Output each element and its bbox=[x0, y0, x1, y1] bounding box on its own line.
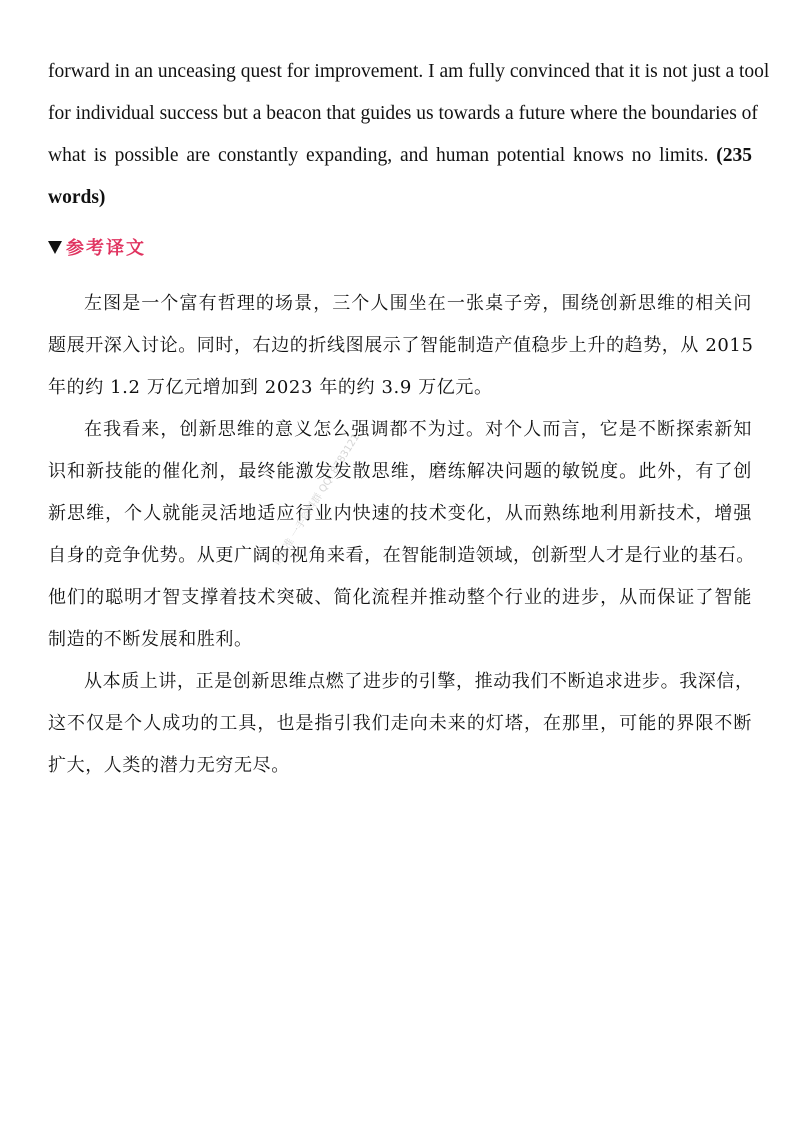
p2-line-6: 制造的不断发展和胜利。 bbox=[48, 629, 253, 650]
p2-line-4: 自身的竞争优势。从更广阔的视角来看，在智能制造领域，创新型人才是行业的基石。 bbox=[48, 545, 755, 566]
p2-line-2: 识和新技能的催化剂，最终能激发发散思维，磨练解决问题的敏锐度。此外，有了创 bbox=[48, 461, 752, 482]
p1-line-1: 左图是一个富有哲理的场景，三个人围坐在一张桌子旁，围绕创新思维的相关问 bbox=[84, 293, 752, 314]
reference-translation-title: 参考译文 bbox=[66, 238, 146, 259]
p3-line-2: 这不仅是个人成功的工具，也是指引我们走向未来的灯塔，在那里，可能的界限不断 bbox=[48, 713, 752, 734]
watermark: 请认准 一手资料群 QQ: 8783121 bbox=[271, 432, 362, 568]
p2-line-3: 新思维，个人就能灵活地适应行业内快速的技术变化，从而熟练地利用新技术，增强 bbox=[48, 503, 752, 524]
english-line-3-text: what is possible are constantly expanding, and human potential knows no limits. bbox=[48, 145, 709, 166]
word-count-part-2: words) bbox=[48, 187, 106, 208]
english-line-1: forward in an unceasing quest for improvement. I am fully convinced that it is not just a tool bbox=[48, 61, 770, 82]
word-count-part-1: (235 bbox=[716, 145, 753, 166]
p2-line-5: 他们的聪明才智支撑着技术突破、简化流程并推动整个行业的进步，从而保证了智能 bbox=[48, 587, 752, 608]
p1-line-3: 年的约 1.2 万亿元增加到 2023 年的约 3.9 万亿元。 bbox=[48, 377, 493, 398]
english-line-2: for individual success but a beacon that guides us towards a future where the boundaries of bbox=[48, 103, 758, 124]
reference-translation-heading bbox=[48, 232, 146, 262]
p3-line-1: 从本质上讲，正是创新思维点燃了进步的引擎，推动我们不断追求进步。我深信， bbox=[84, 671, 754, 692]
english-line-3 bbox=[48, 135, 752, 177]
p1-line-2: 题展开深入讨论。同时，右边的折线图展示了智能制造产值稳步上升的趋势，从 2015 bbox=[48, 335, 754, 356]
p3-line-3: 扩大，人类的潜力无穷无尽。 bbox=[48, 755, 290, 776]
p2-line-1: 在我看来，创新思维的意义怎么强调都不为过。对个人而言，它是不断探索新知 bbox=[84, 419, 752, 440]
triangle-down-icon bbox=[48, 241, 62, 254]
